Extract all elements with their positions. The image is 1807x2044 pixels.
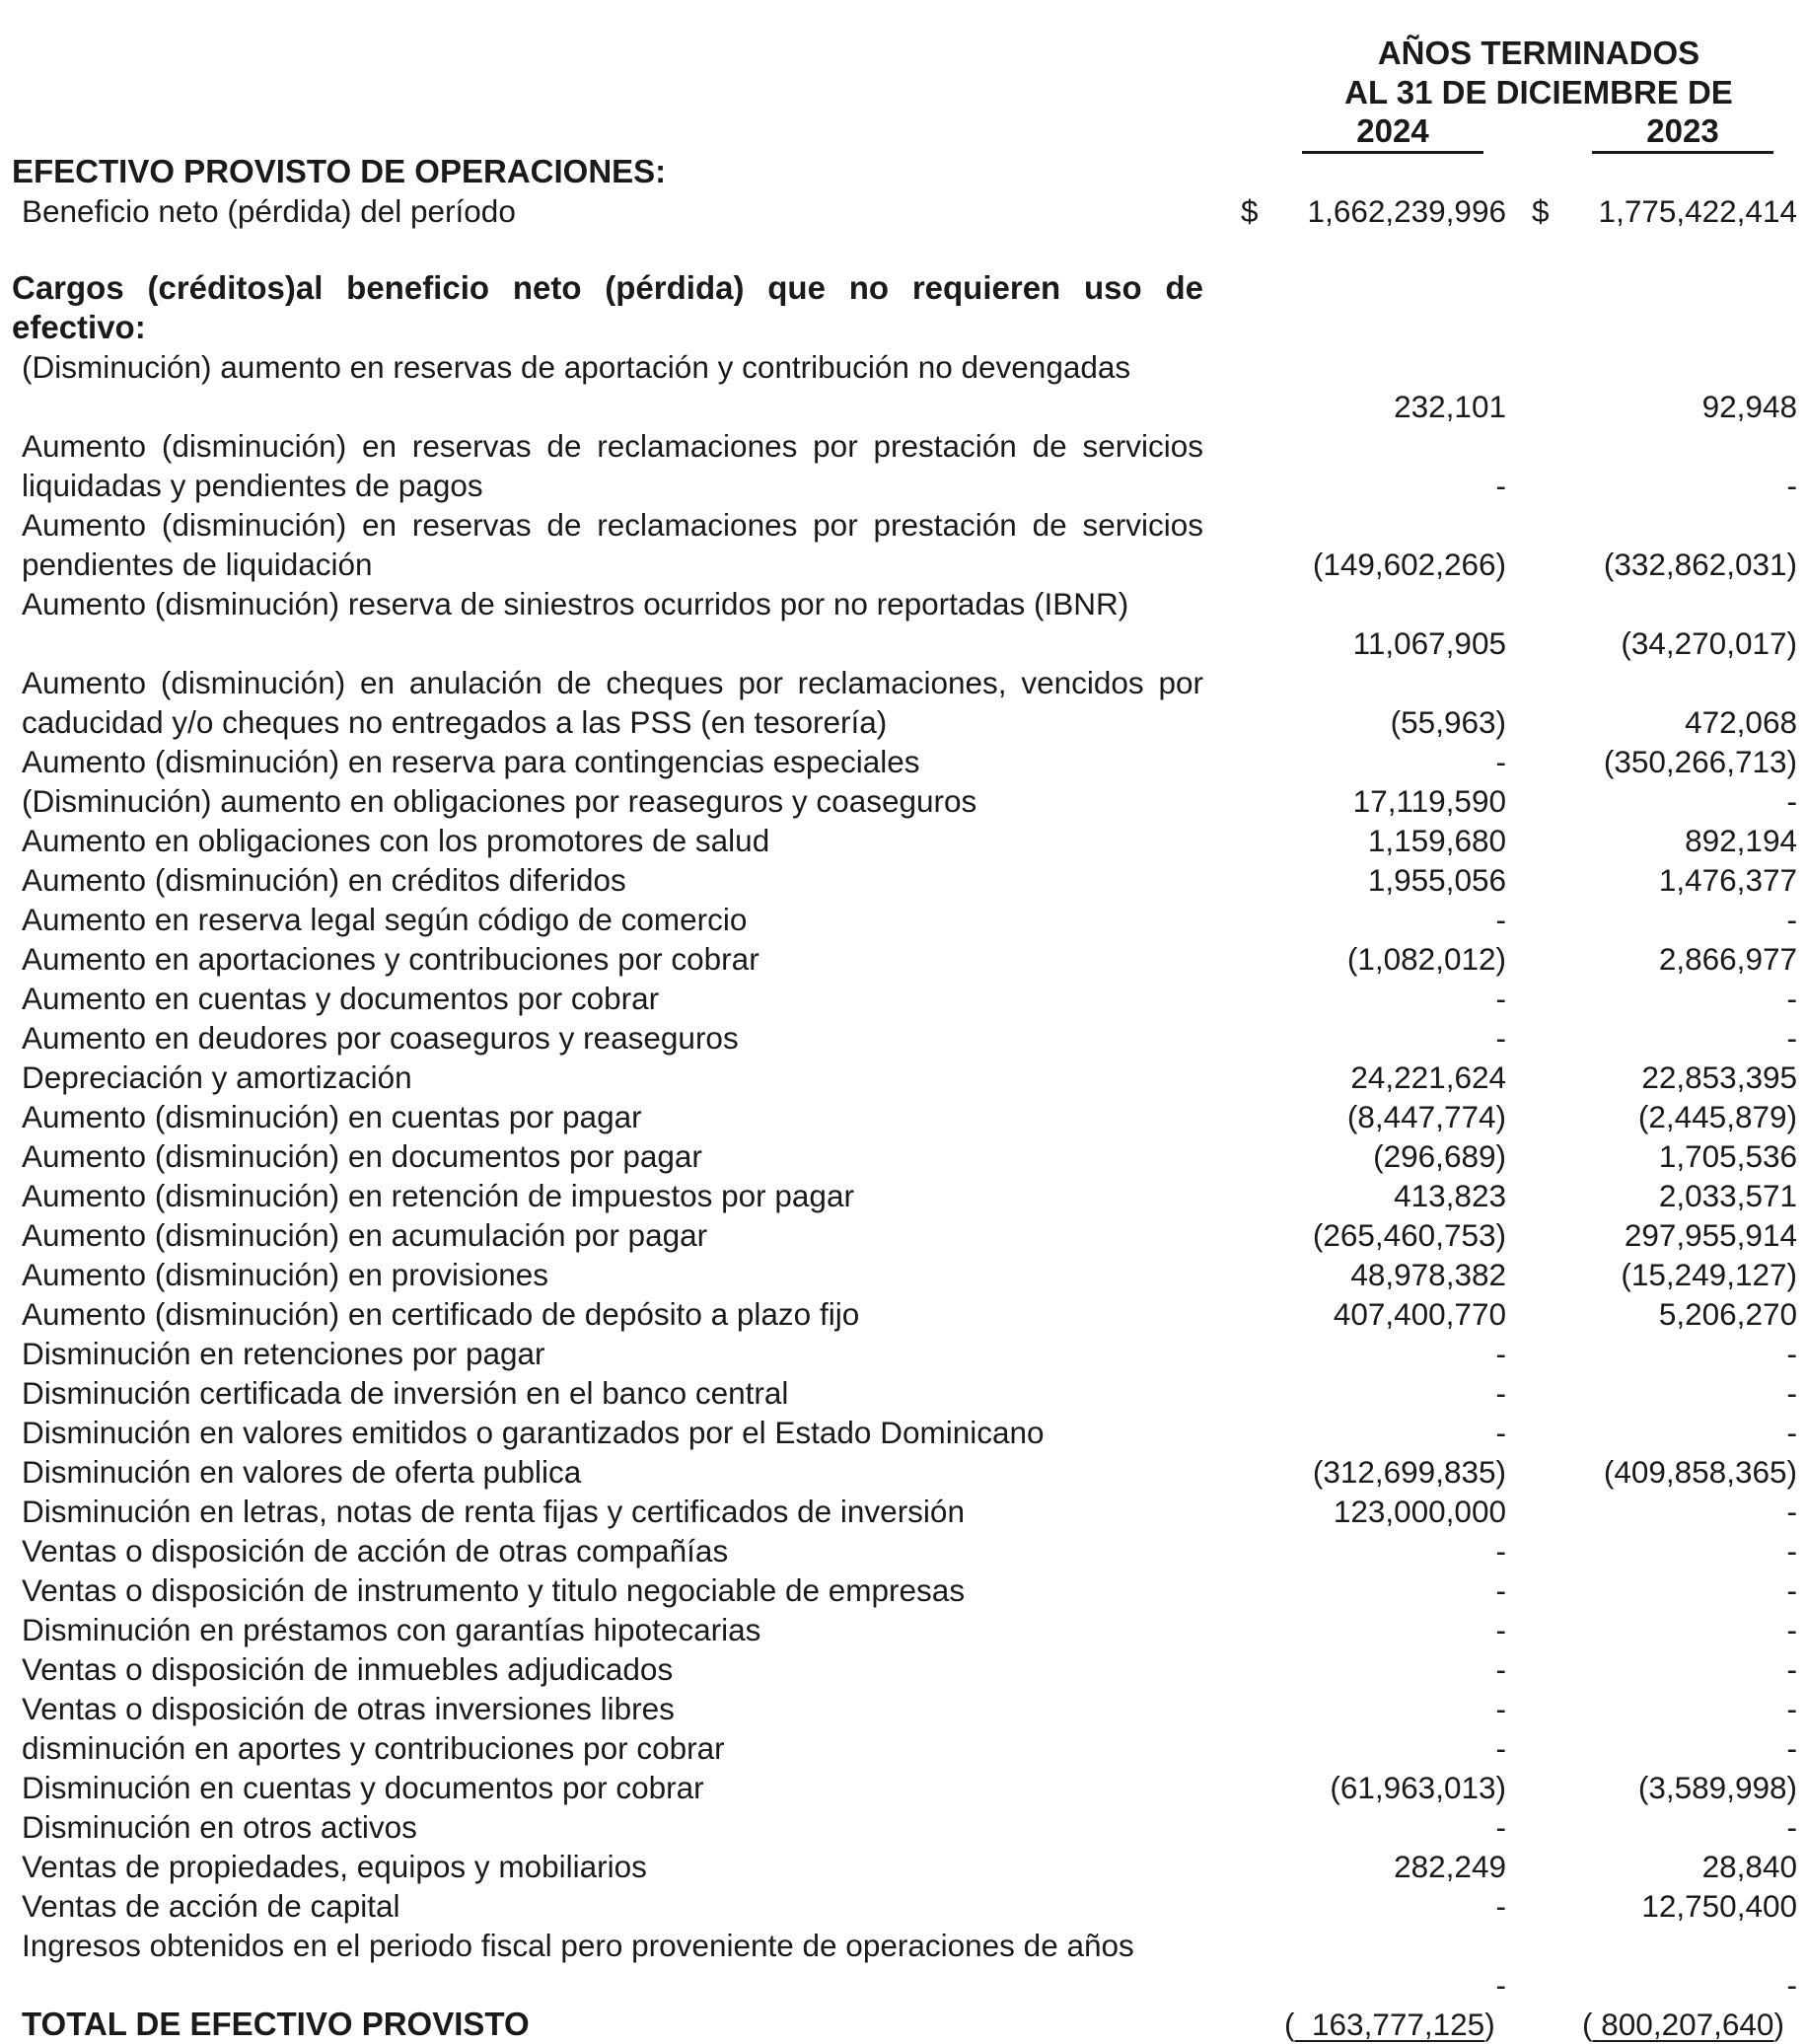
row-label: Aumento en reserva legal según código de comercio xyxy=(22,902,748,937)
row-value-2024: - xyxy=(1495,1020,1506,1056)
row-value-2024: - xyxy=(1495,1336,1506,1371)
row-value-2024: - xyxy=(1495,1730,1506,1766)
row-label: Ventas o disposición de instrumento y titulo negociable de empresas xyxy=(22,1572,966,1608)
row-value-2023: 892,194 xyxy=(1685,823,1797,858)
row-value-2023: 12,750,400 xyxy=(1641,1888,1797,1924)
row-label: Aumento (disminución) en retención de impuestos por pagar xyxy=(22,1178,854,1213)
row-label: Aumento en cuentas y documentos por cobrar xyxy=(22,981,660,1016)
row-value-2024: - xyxy=(1495,1533,1506,1569)
row-value-2024: 123,000,000 xyxy=(1333,1494,1506,1529)
row-label: Ventas o disposición de acción de otras compañías xyxy=(22,1533,729,1569)
row-value-2024: - xyxy=(1495,981,1506,1016)
row-value-2023: - xyxy=(1786,1691,1797,1726)
row-value-2024: - xyxy=(1495,1612,1506,1647)
net-income-label: Beneficio neto (pérdida) del período xyxy=(22,193,516,229)
row-value-2023: - xyxy=(1786,1494,1797,1529)
row-label: Disminución en préstamos con garantías hipotecarias xyxy=(22,1612,761,1647)
row-value-2023: (409,858,365) xyxy=(1603,1454,1797,1490)
row-label: Aumento en aportaciones y contribuciones por cobrar xyxy=(22,941,759,977)
row-value-2024: (312,699,835) xyxy=(1312,1454,1506,1490)
section-title: EFECTIVO PROVISTO DE OPERACIONES: xyxy=(12,153,667,189)
row-value-2024: 48,978,382 xyxy=(1350,1257,1506,1292)
row-label: Ventas o disposición de inmuebles adjudicados xyxy=(22,1651,674,1687)
row-value-2023: - xyxy=(1786,981,1797,1016)
row-value-2023: 22,853,395 xyxy=(1641,1059,1797,1095)
row-value-2023: (332,862,031) xyxy=(1603,547,1797,582)
row-label: Disminución en letras, notas de renta fijas y certificados de inversión xyxy=(22,1494,965,1529)
row-value-2023: 472,068 xyxy=(1685,704,1797,740)
row-value-2024: (265,460,753) xyxy=(1312,1217,1506,1253)
row-value-2023: 92,948 xyxy=(1701,389,1797,424)
row-value-2024: - xyxy=(1495,1651,1506,1687)
row-value-2024: - xyxy=(1495,744,1506,779)
row-value-2023: - xyxy=(1786,783,1797,819)
row-label: Disminución en cuentas y documentos por cobrar xyxy=(22,1770,704,1805)
row-value-2023: - xyxy=(1786,1020,1797,1056)
row-value-2024: (61,963,013) xyxy=(1330,1770,1506,1805)
row-label: Disminución certificada de inversión en el banco central xyxy=(22,1375,789,1411)
row-value-2024: 1,955,056 xyxy=(1367,862,1506,898)
row-label: Aumento (disminución) en certificado de depósito a plazo fijo xyxy=(22,1296,860,1332)
row-value-2024: (149,602,266) xyxy=(1312,547,1506,582)
row-label: Aumento (disminución) en anulación de cheques por reclamaciones, vencidos por caducidad y/o cheques no entregados a las PSS (en tesorería) xyxy=(22,665,1203,740)
row-value-2023: - xyxy=(1786,1336,1797,1371)
row-value-2024: - xyxy=(1495,1415,1506,1450)
net-income-2024: 1,662,239,996 xyxy=(1307,193,1506,229)
row-label: (Disminución) aumento en obligaciones por reaseguros y coaseguros xyxy=(22,783,977,819)
total-label: TOTAL DE EFECTIVO PROVISTO xyxy=(22,2006,530,2042)
row-label: Ventas de propiedades, equipos y mobiliarios xyxy=(22,1849,647,1884)
row-value-2023: 2,033,571 xyxy=(1658,1178,1797,1213)
row-value-2023: - xyxy=(1786,1730,1797,1766)
header-years-ended: AÑOS TERMINADOS xyxy=(1377,35,1700,71)
header-as-of-date: AL 31 DE DICIEMBRE DE xyxy=(1344,74,1733,110)
row-value-2023: - xyxy=(1786,1809,1797,1845)
row-label: Aumento (disminución) en provisiones xyxy=(22,1257,549,1292)
row-value-2023: (350,266,713) xyxy=(1603,744,1797,779)
row-value-2023: - xyxy=(1786,1375,1797,1411)
row-value-2024: (8,447,774) xyxy=(1346,1099,1506,1134)
row-label: Aumento (disminución) en reserva para contingencias especiales xyxy=(22,744,920,779)
row-label: Aumento en deudores por coaseguros y reaseguros xyxy=(22,1020,739,1056)
column-header-2024: 2024 xyxy=(1302,111,1483,154)
total-2023: ( 800,207,640) xyxy=(1582,2007,1784,2042)
row-value-2023: (3,589,998) xyxy=(1637,1770,1797,1805)
row-value-2023: (34,270,017) xyxy=(1621,625,1797,661)
row-label: Disminución en retenciones por pagar xyxy=(22,1336,545,1371)
row-value-2024: - xyxy=(1495,1691,1506,1726)
row-value-2024: 1,159,680 xyxy=(1367,823,1506,858)
row-value-2024: - xyxy=(1495,1572,1506,1608)
row-label: Aumento (disminución) en acumulación por pagar xyxy=(22,1217,708,1253)
row-label: Aumento (disminución) en cuentas por pagar xyxy=(22,1099,642,1134)
row-value-2024: (296,689) xyxy=(1373,1138,1506,1174)
row-label: (Disminución) aumento en reservas de aportación y contribución no devengadas xyxy=(22,349,1131,385)
row-label: Aumento (disminución) en reservas de reclamaciones por prestación de servicios pendientes de liquidación xyxy=(22,507,1203,582)
total-2023-value: 800,207,640 xyxy=(1601,2007,1774,2042)
row-value-2024: - xyxy=(1495,902,1506,937)
row-value-2023: 297,955,914 xyxy=(1624,1217,1797,1253)
row-value-2024: 17,119,590 xyxy=(1352,783,1506,819)
row-label: Depreciación y amortización xyxy=(22,1059,412,1095)
row-value-2023: - xyxy=(1786,1967,1797,2003)
row-value-2023: - xyxy=(1786,1572,1797,1608)
total-2024: ( 163,777,125) xyxy=(1284,2007,1495,2042)
row-value-2023: - xyxy=(1786,468,1797,503)
row-value-2023: (2,445,879) xyxy=(1637,1099,1797,1134)
currency-symbol-2023: $ xyxy=(1532,193,1550,229)
total-2024-value: 163,777,125 xyxy=(1312,2007,1485,2042)
row-value-2024: - xyxy=(1495,1375,1506,1411)
row-value-2023: 5,206,270 xyxy=(1658,1296,1797,1332)
row-label: Aumento en obligaciones con los promotores de salud xyxy=(22,823,770,858)
row-label: Disminución en otros activos xyxy=(22,1809,417,1845)
row-value-2023: 1,476,377 xyxy=(1658,862,1797,898)
row-value-2024: 11,067,905 xyxy=(1352,625,1506,661)
row-label: Disminución en valores de oferta publica xyxy=(22,1454,582,1490)
row-label: Ventas o disposición de otras inversiones libres xyxy=(22,1691,675,1726)
non-cash-adjustments-heading: Cargos (créditos)al beneficio neto (pérdida) que no requieren uso de efectivo: xyxy=(12,269,1203,345)
row-value-2024: - xyxy=(1495,1888,1506,1924)
row-value-2024: - xyxy=(1495,468,1506,503)
row-value-2024: 24,221,624 xyxy=(1350,1059,1506,1095)
row-label: Aumento (disminución) en reservas de reclamaciones por prestación de servicios liquidadas y pendientes de pagos xyxy=(22,428,1203,503)
row-value-2023: - xyxy=(1786,1651,1797,1687)
row-label: disminución en aportes y contribuciones por cobrar xyxy=(22,1730,725,1766)
currency-symbol-2024: $ xyxy=(1241,193,1259,229)
row-label: Disminución en valores emitidos o garantizados por el Estado Dominicano xyxy=(22,1415,1045,1450)
row-value-2023: (15,249,127) xyxy=(1621,1257,1797,1292)
row-value-2024: (55,963) xyxy=(1390,704,1506,740)
row-value-2024: 407,400,770 xyxy=(1333,1296,1506,1332)
row-value-2024: (1,082,012) xyxy=(1346,941,1506,977)
net-income-2023: 1,775,422,414 xyxy=(1598,193,1797,229)
row-value-2024: - xyxy=(1495,1967,1506,2003)
row-label: Ingresos obtenidos en el periodo fiscal pero proveniente de operaciones de años xyxy=(22,1928,1134,1963)
row-label: Aumento (disminución) en documentos por pagar xyxy=(22,1138,702,1174)
row-value-2023: - xyxy=(1786,1415,1797,1450)
row-label: Ventas de acción de capital xyxy=(22,1888,400,1924)
row-label: Aumento (disminución) reserva de siniestros ocurridos por no reportadas (IBNR) xyxy=(22,586,1129,621)
row-value-2023: 2,866,977 xyxy=(1658,941,1797,977)
row-value-2023: - xyxy=(1786,1612,1797,1647)
row-value-2024: - xyxy=(1495,1809,1506,1845)
row-value-2024: 282,249 xyxy=(1394,1849,1506,1884)
row-value-2023: 28,840 xyxy=(1701,1849,1797,1884)
row-value-2024: 413,823 xyxy=(1394,1178,1506,1213)
column-header-2023: 2023 xyxy=(1592,111,1773,154)
row-label: Aumento (disminución) en créditos diferidos xyxy=(22,862,626,898)
row-value-2023: 1,705,536 xyxy=(1658,1138,1797,1174)
row-value-2023: - xyxy=(1786,1533,1797,1569)
row-value-2023: - xyxy=(1786,902,1797,937)
row-value-2024: 232,101 xyxy=(1394,389,1506,424)
